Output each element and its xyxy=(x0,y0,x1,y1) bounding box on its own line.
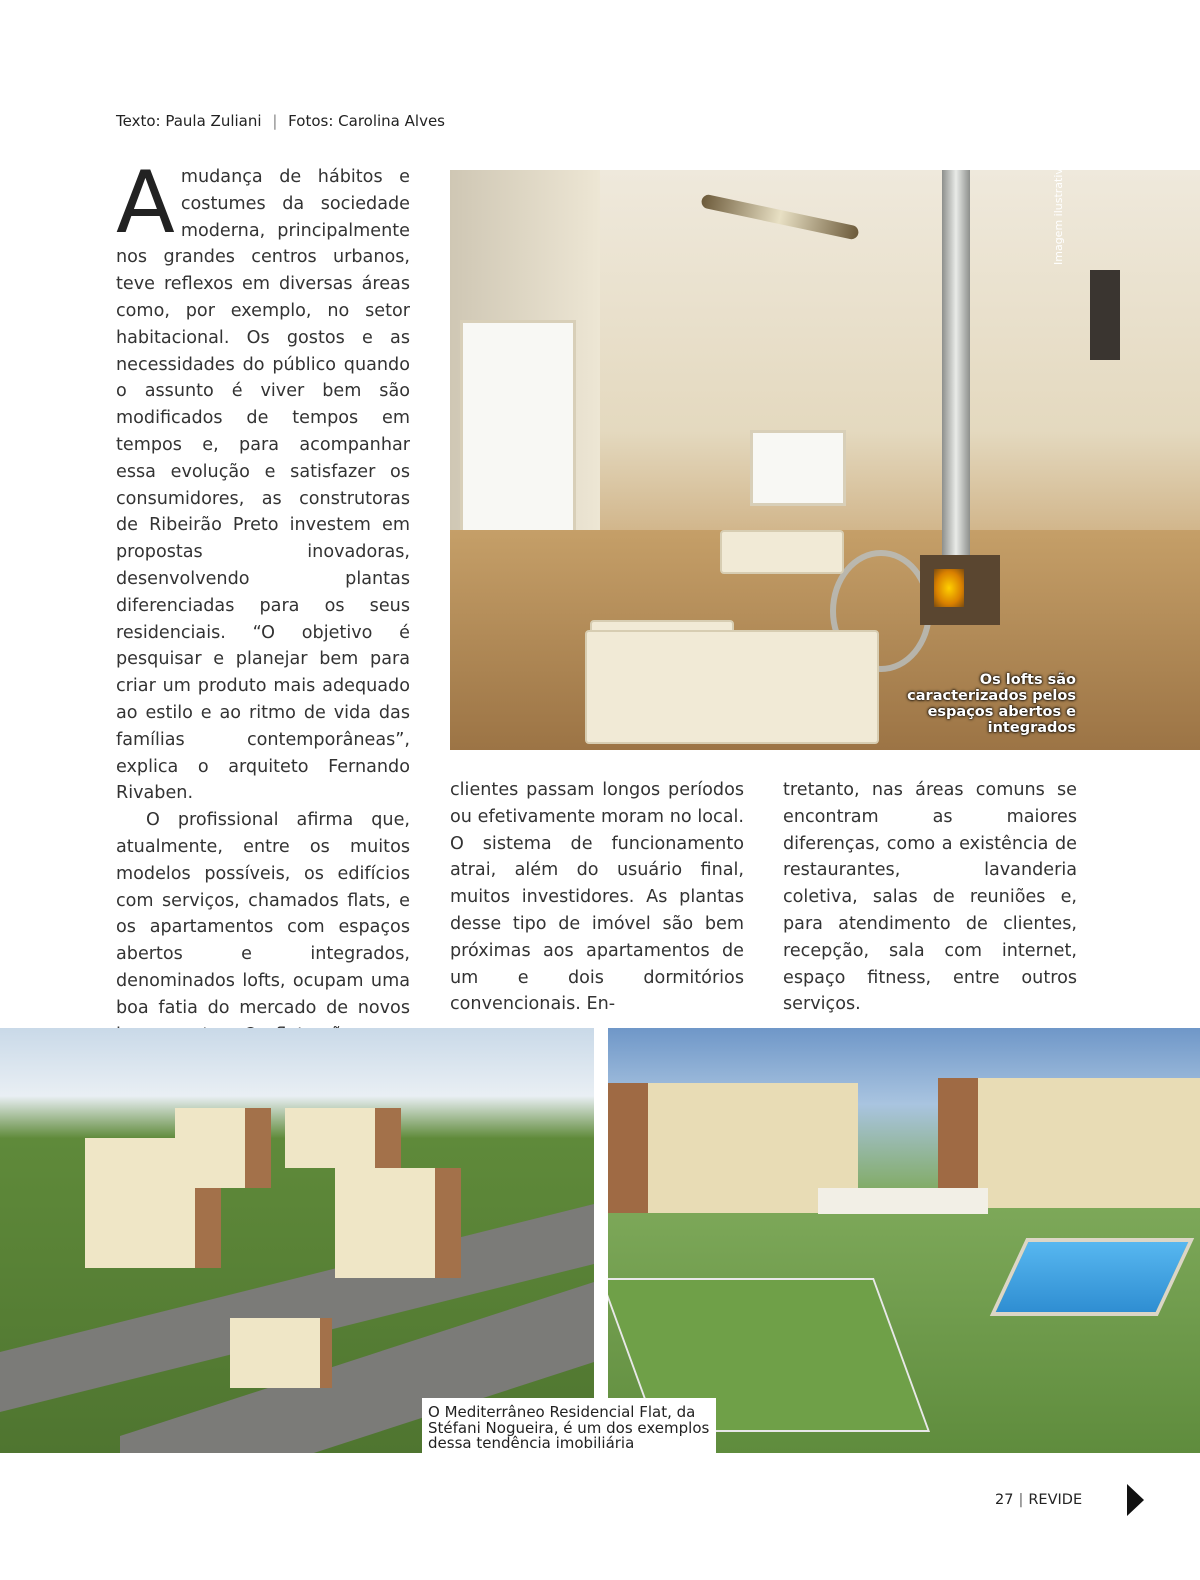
column-3-text: tretanto, nas áreas comuns se encontram as maiores diferenças, como a existência de restaurantes, lavanderia coletiva, salas de reuniões e, para atendimento de clientes, recepção, sala com internet, espaço fitness, entre outros serviços. xyxy=(783,780,1077,1015)
photo-credit-label: Fotos: xyxy=(288,112,334,130)
swimming-pool xyxy=(990,1238,1194,1316)
pool-area-photo xyxy=(608,1028,1200,1453)
illustrative-image-note: Imagem ilustrativa xyxy=(1052,161,1065,265)
bottom-photos-caption: O Mediterrâneo Residencial Flat, da Stéfani Nogueira, é um dos exemplos dessa tendência imobiliária xyxy=(422,1398,716,1454)
main-sofa xyxy=(585,630,879,744)
article-column-1 xyxy=(116,153,410,1102)
aerial-development-photo xyxy=(0,1028,594,1453)
article-column-3 xyxy=(783,777,1077,1018)
wall-poster xyxy=(1090,270,1120,360)
footer-separator: | xyxy=(1018,1492,1024,1508)
loft-window xyxy=(750,430,846,506)
drop-cap: A xyxy=(116,153,175,253)
photo-credit-author: Carolina Alves xyxy=(338,112,445,130)
magazine-name: REVIDE xyxy=(1028,1492,1083,1508)
credits-separator: | xyxy=(272,112,278,130)
article-paragraph-1 xyxy=(116,153,410,807)
loft-photo-caption: Os lofts são caracterizados pelos espaços abertos e integrados xyxy=(907,672,1076,736)
text-credit-author: Paula Zuliani xyxy=(165,112,262,130)
text-credit-label: Texto: xyxy=(116,112,161,130)
paragraph-1-text: mudança de hábitos e costumes da sociedade moderna, principalmente nos grandes centros urbanos, teve reflexos em diversas áreas como, por exemplo, no setor habitacional. Os gostos e as necessidades do público quando o assunto é viver bem são modificados de tempos em tempos e, para acompanhar essa evolução e satisfazer os consumidores, as construtoras de Ribeirão Preto investem em propostas inovadoras, desenvolvendo plantas diferenciadas para os seus residenciais. “O objetivo é pesquisar e planejar bem para criar um produto mais adequado ao estilo e ao ritmo de vida das famílias contemporâneas”, explica o arquiteto Fernando Rivaben. xyxy=(116,167,410,804)
aerial-building xyxy=(335,1168,461,1278)
leisure-area-roof xyxy=(818,1188,988,1214)
aerial-gatehouse xyxy=(230,1318,332,1388)
loft-interior-photo xyxy=(450,170,1200,750)
aerial-building xyxy=(285,1108,401,1168)
loft-window xyxy=(460,320,576,546)
column-2-text: clientes passam longos períodos ou efetivamente moram no local. O sistema de funcionamento atrai, além do usuário final, muitos investidores. As plantas desse tipo de imóvel são bem próximas aos apartamentos de um e dois dormitórios convencionais. En- xyxy=(450,780,744,1015)
article-column-2 xyxy=(450,777,744,1018)
fireplace xyxy=(920,555,1000,625)
armchairs xyxy=(720,530,844,574)
ceiling-fan xyxy=(700,194,859,241)
page-footer xyxy=(995,1492,1082,1508)
loft-column xyxy=(942,170,970,570)
next-page-arrow-icon[interactable] xyxy=(1127,1484,1144,1516)
article-paragraph-2: O profissional afirma que, atualmente, entre os muitos modelos possíveis, os edifícios com serviços, chamados flats, e os apartamentos com espaços abertos e integrados, denominados lofts, ocupam uma boa fatia do mercado de novos xyxy=(116,810,410,1018)
page-number: 27 xyxy=(995,1492,1014,1508)
article-credits xyxy=(116,112,445,130)
aerial-building xyxy=(175,1108,271,1188)
